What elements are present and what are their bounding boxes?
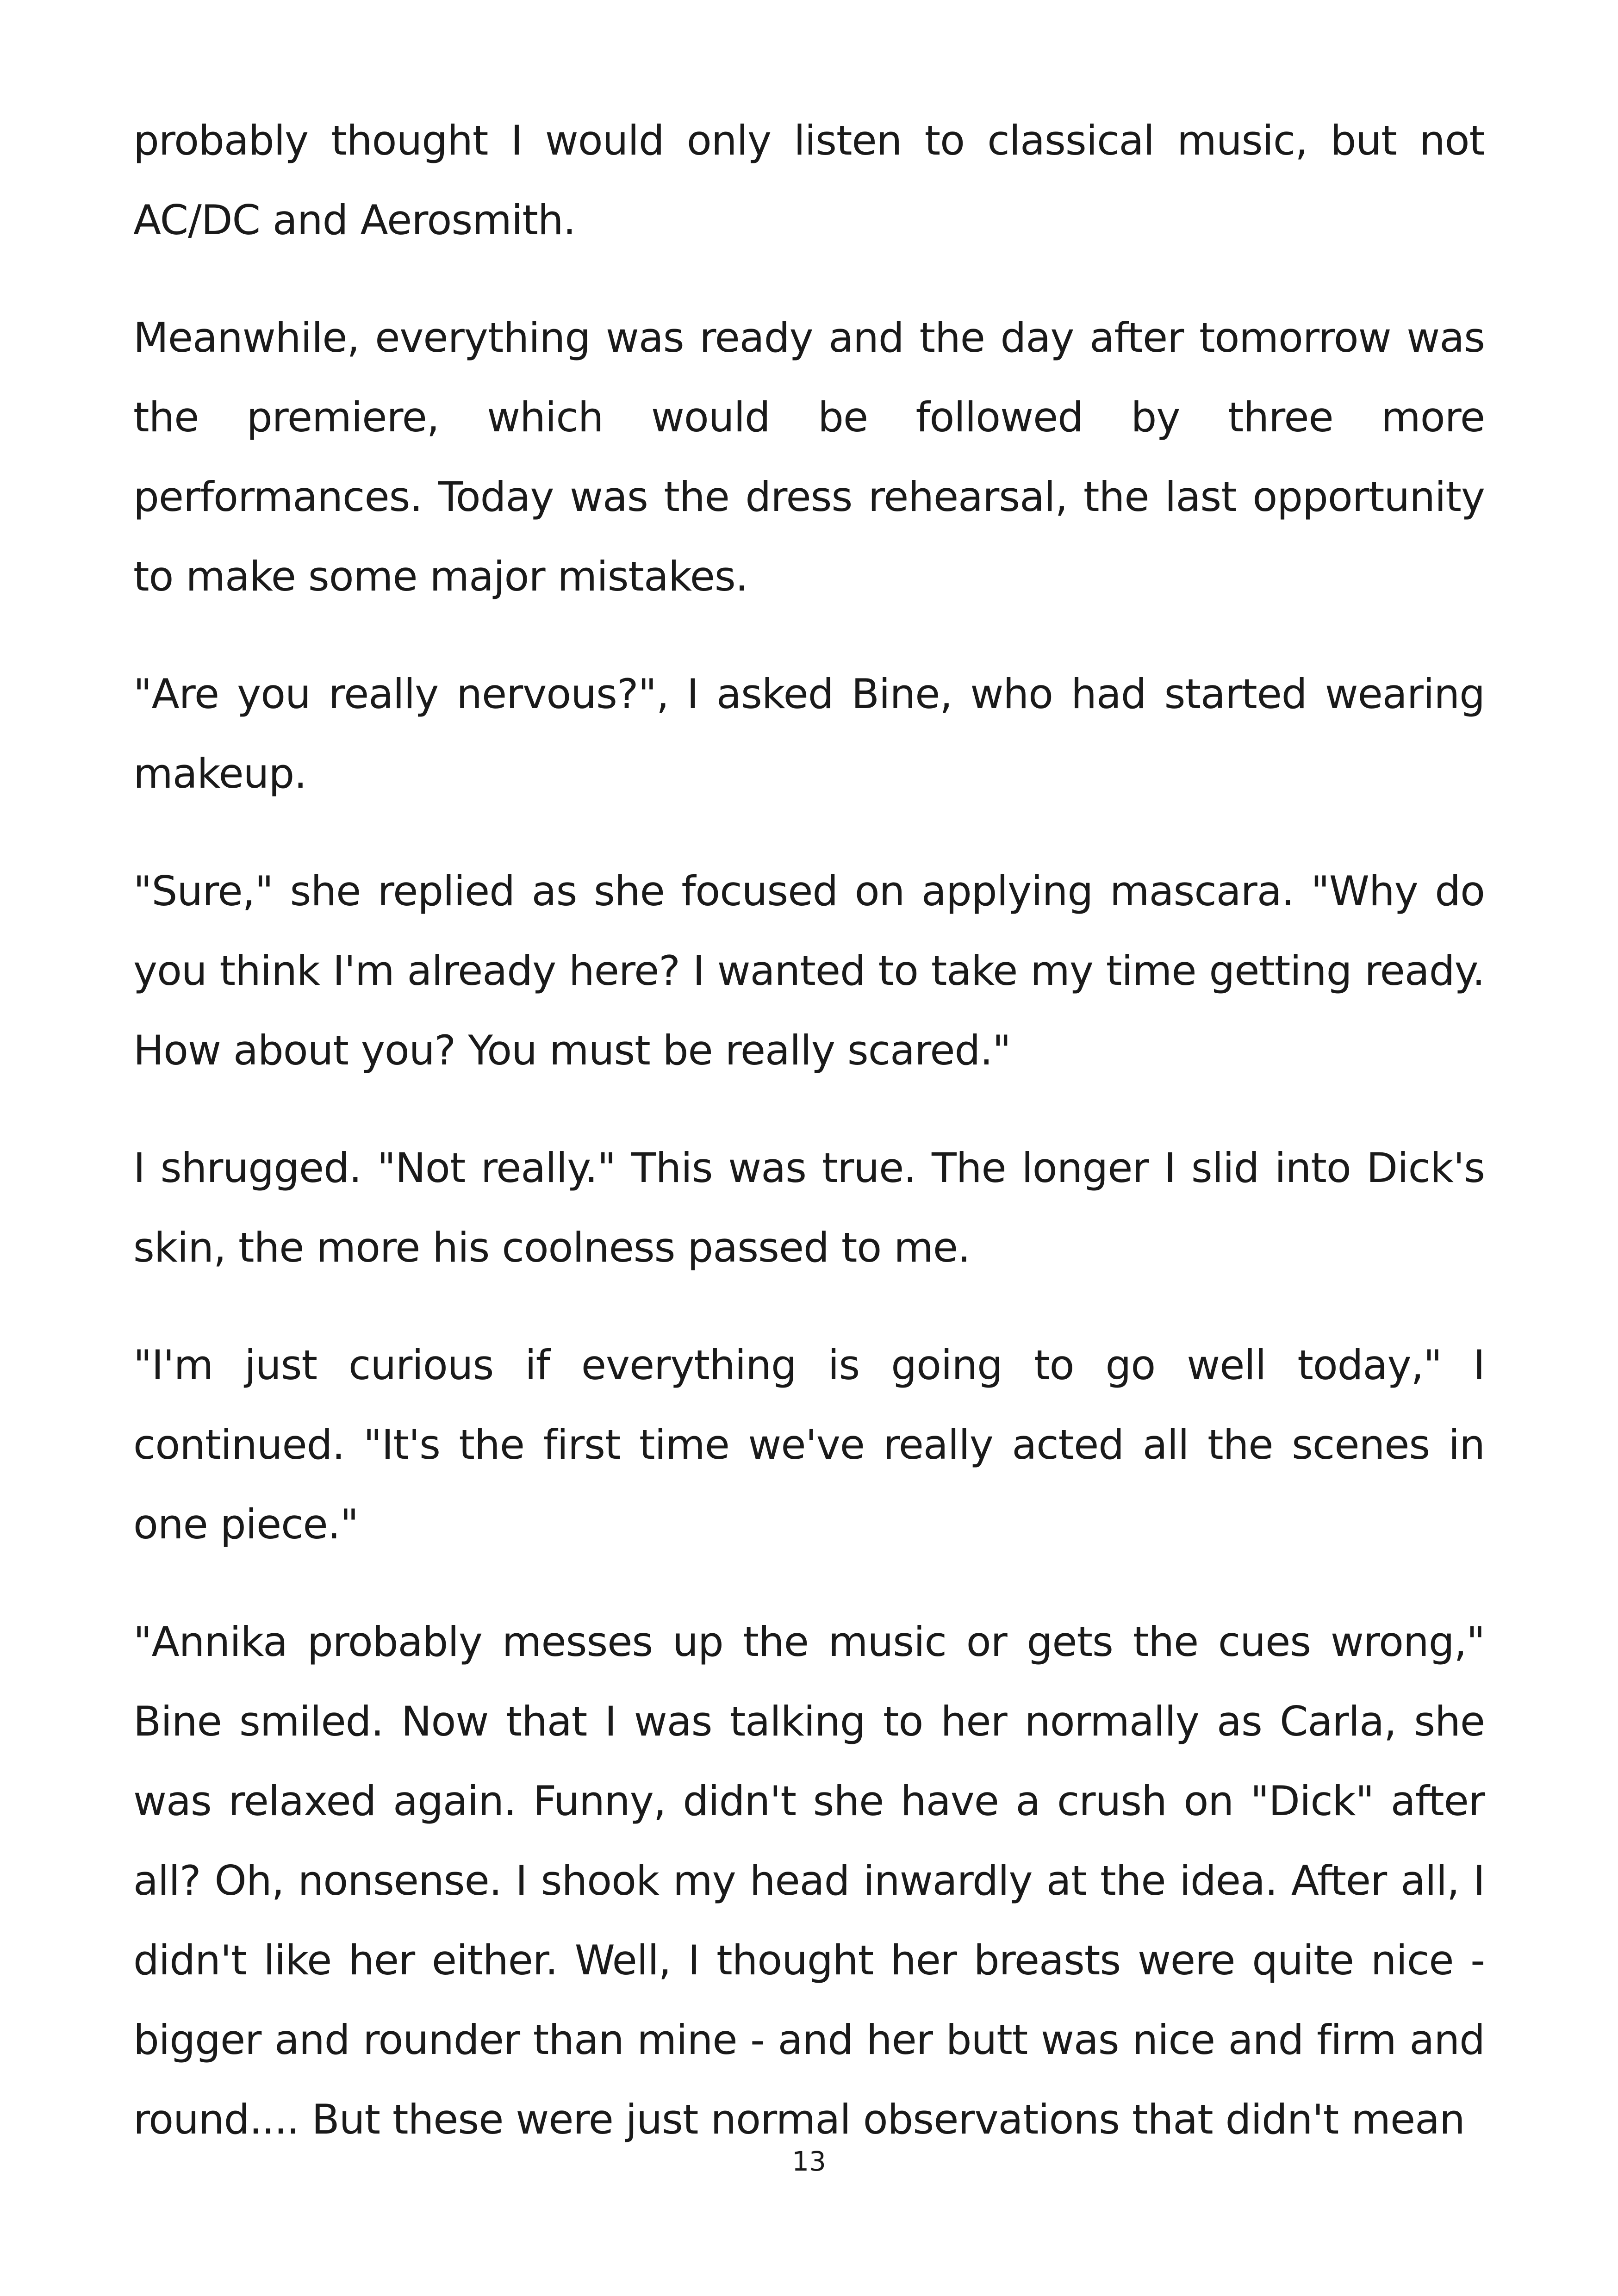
paragraph: "I'm just curious if everything is going to go well today," I continued. "It's the first time we've really acted all the scenes in one piece." bbox=[133, 1341, 1485, 1548]
paragraph: probably thought I would only listen to classical music, but not AC/DC and Aerosmith. bbox=[133, 117, 1485, 244]
paragraph: "Annika probably messes up the music or gets the cues wrong," Bine smiled. Now that I was talking to her normally as Carla, she was relaxed again. Funny, didn't she have a crush on "Dick" after all? Oh, nonsense. I shook my head inwardly at the idea. After all, I didn't like her either. Well, I thought her breasts were quite nice - bigger and rounder than mine - and her butt was nice and firm and round.... But these were just normal observations that didn't mean bbox=[133, 1618, 1485, 2143]
paragraph: Meanwhile, everything was ready and the day after tomorrow was the premiere, which would be followed by three more performances. Today was the dress rehearsal, the last opportunity to make some major mistakes. bbox=[133, 314, 1485, 600]
page-text-body bbox=[133, 101, 1485, 2197]
page-number: 13 bbox=[792, 2146, 826, 2177]
paragraph: I shrugged. "Not really." This was true. The longer I slid into Dick's skin, the more his coolness passed to me. bbox=[133, 1144, 1485, 1271]
paragraph: "Sure," she replied as she focused on applying mascara. "Why do you think I'm already here? I wanted to take my time getting ready. How about you? You must be really scared." bbox=[133, 867, 1485, 1074]
paragraph: "Are you really nervous?", I asked Bine, who had started wearing makeup. bbox=[133, 670, 1485, 797]
